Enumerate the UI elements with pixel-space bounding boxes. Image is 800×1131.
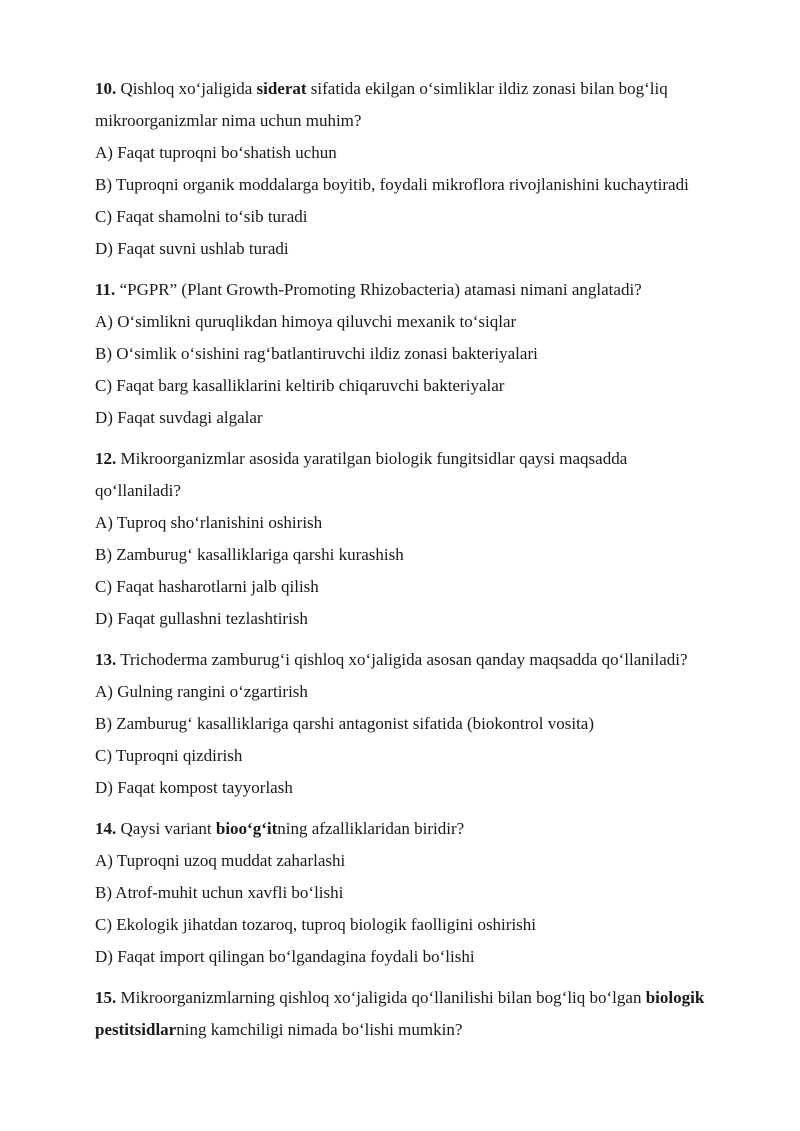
option-c: C) Faqat barg kasalliklarini keltirib chiqaruvchi bakteriyalar [95,376,505,395]
options-list [95,507,775,635]
option-b: B) Zamburug‘ kasalliklariga qarshi antagonist sifatida (biokontrol vosita) [95,714,595,733]
question-13-text: 13. Trichoderma zamburug‘i qishloq xo‘jaligida asosan qanday maqsadda qo‘llaniladi? [95,650,688,669]
question-14-text: 14. Qaysi variant bioo‘g‘itning afzalliklaridan biridir? [95,819,465,838]
option-b: B) O‘simlik o‘sishini rag‘batlantiruvchi ildiz zonasi bakteriyalari [95,344,538,363]
question-10 [95,73,775,265]
option-d: D) Faqat import qilingan bo‘lgandagina foydali bo‘lishi [95,947,475,966]
question-10-text: 10. Qishloq xo‘jaligida siderat sifatida ekilgan o‘simliklar ildiz zonasi bilan bog‘liq mikroorganizmlar nima uchun muhim? [95,79,668,130]
option-a: A) Faqat tuproqni bo‘shatish uchun [95,143,337,162]
question-11-text: 11. “PGPR” (Plant Growth-Promoting Rhizobacteria) atamasi nimani anglatadi? [95,280,642,299]
option-c: C) Faqat hasharotlarni jalb qilish [95,577,319,596]
question-12-text: 12. Mikroorganizmlar asosida yaratilgan biologik fungitsidlar qaysi maqsadda qo‘llaniladi? [95,449,628,500]
document-page [95,73,775,1046]
option-b: B) Zamburug‘ kasalliklariga qarshi kurashish [95,545,404,564]
option-d: D) Faqat gullashni tezlashtirish [95,609,308,628]
option-d: D) Faqat kompost tayyorlash [95,778,293,797]
question-11 [95,274,775,434]
question-15 [95,982,775,1046]
option-c: C) Ekologik jihatdan tozaroq, tuproq biologik faolligini oshirishi [95,915,537,934]
option-d: D) Faqat suvdagi algalar [95,408,263,427]
bold-term: biologik pestitsidlar [95,988,705,1039]
option-b: B) Atrof-muhit uchun xavfli bo‘lishi [95,883,344,902]
option-a: A) Tuproqni uzoq muddat zaharlashi [95,851,346,870]
question-13 [95,644,775,804]
question-number: 11. [95,280,116,299]
bold-term: siderat [256,79,307,98]
question-number: 13. [95,650,117,669]
question-number: 15. [95,988,117,1007]
option-c: C) Tuproqni qizdirish [95,746,243,765]
bold-term: bioo‘g‘it [215,819,278,838]
option-c: C) Faqat shamolni to‘sib turadi [95,207,308,226]
options-list [95,137,775,265]
question-number: 12. [95,449,117,468]
question-14 [95,813,775,973]
question-15-text: 15. Mikroorganizmlarning qishloq xo‘jaligida qo‘llanilishi bilan bog‘liq bo‘lgan biologik pestitsidlarning kamchiligi nimada bo‘lishi mumkin? [95,988,705,1039]
option-b: B) Tuproqni organik moddalarga boyitib, foydali mikroflora rivojlanishini kuchaytiradi [95,175,689,194]
options-list [95,845,775,973]
options-list [95,676,775,804]
question-number: 14. [95,819,117,838]
question-number: 10. [95,79,117,98]
question-12 [95,443,775,635]
option-a: A) Gulning rangini o‘zgartirish [95,682,308,701]
option-d: D) Faqat suvni ushlab turadi [95,239,289,258]
option-a: A) Tuproq sho‘rlanishini oshirish [95,513,323,532]
options-list [95,306,775,434]
option-a: A) O‘simlikni quruqlikdan himoya qiluvchi mexanik to‘siqlar [95,312,517,331]
